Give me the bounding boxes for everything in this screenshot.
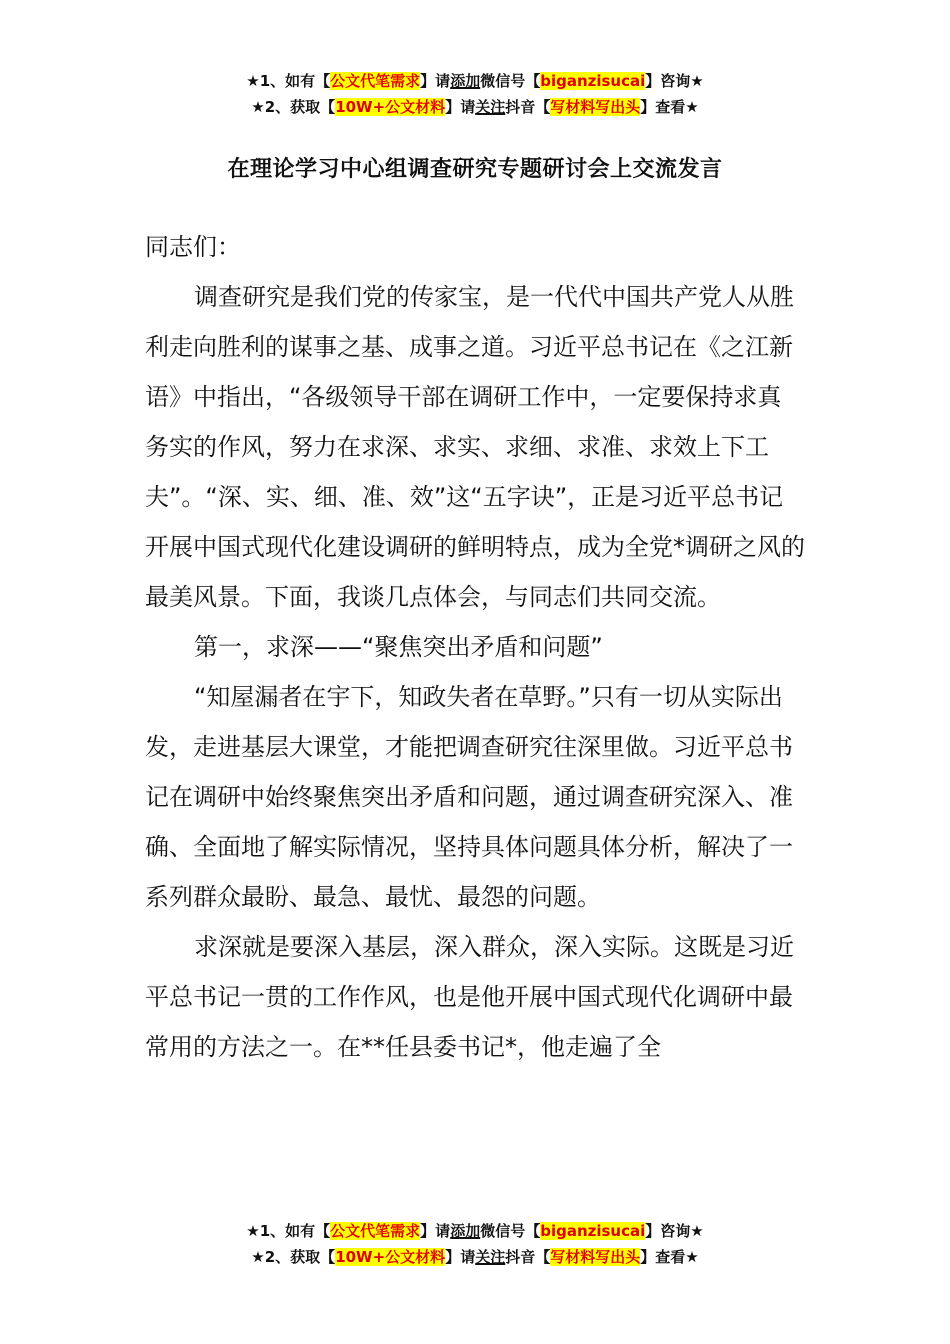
banner-line-2 (0, 94, 950, 120)
banner-text: 】请 (445, 1248, 476, 1266)
salutation: 同志们： (145, 233, 241, 261)
banner-text: 】咨询★ (645, 1222, 704, 1240)
banner-line-1 (0, 1218, 950, 1244)
banner-text: 微信号【 (480, 1222, 541, 1240)
banner-underlined: 添加 (450, 72, 481, 90)
paragraph: “知屋漏者在宇下，知政失者在草野。”只有一切从实际出发，走进基层大课堂，才能把调查研究往深里做。习近平总书记在调研中始终聚焦突出矛盾和问题，通过调查研究深入、准确、全面地了解实际情况，坚持具体问题具体分析，解决了一系列群众最盼、最急、最忧、最怨的问题。 (145, 683, 793, 911)
banner-text: 】请 (420, 1222, 451, 1240)
banner-text: 】查看★ (640, 1248, 699, 1266)
banner-line-1 (0, 68, 950, 94)
banner-text: 】请 (420, 72, 451, 90)
banner-text: ★1、如有【 (246, 72, 331, 90)
banner-underlined: 关注 (475, 98, 506, 116)
banner-text: 微信号【 (480, 72, 541, 90)
section-heading: 第一，求深——“聚焦突出矛盾和问题” (194, 633, 603, 661)
banner-text: 】请 (445, 98, 476, 116)
banner-highlight: 10W+公文材料 (335, 1248, 446, 1266)
banner-text: 】咨询★ (645, 72, 704, 90)
banner-text: ★1、如有【 (246, 1222, 331, 1240)
banner-text: ★2、获取【 (251, 98, 336, 116)
banner-text: 】查看★ (640, 98, 699, 116)
banner-text: 抖音【 (505, 98, 551, 116)
banner-highlight: biganzisucai (540, 1222, 646, 1240)
banner-highlight: 公文代笔需求 (330, 1222, 421, 1240)
banner-underlined: 关注 (475, 1248, 506, 1266)
document-title: 在理论学习中心组调查研究专题研讨会上交流发言 (227, 157, 723, 182)
banner-highlight: biganzisucai (540, 72, 646, 90)
document-body (145, 222, 805, 1072)
banner-line-2 (0, 1244, 950, 1270)
footer-banner (0, 1218, 950, 1270)
header-banner (0, 68, 950, 120)
paragraph-intro: 调查研究是我们党的传家宝，是一代代中国共产党人从胜利走向胜利的谋事之基、成事之道。习近平总书记在《之江新语》中指出，“各级领导干部在调研工作中，一定要保持求真务实的作风，努力在求深、求实、求细、求准、求效上下工夫”。“深、实、细、准、效”这“五字诀”，正是习近平总书记开展中国式现代化建设调研的鲜明特点，成为全党*调研之风的最美风景。下面，我谈几点体会，与同志们共同交流。 (145, 283, 805, 611)
banner-underlined: 添加 (450, 1222, 481, 1240)
banner-highlight: 公文代笔需求 (330, 72, 421, 90)
paragraph: 求深就是要深入基层，深入群众，深入实际。这既是习近平总书记一贯的工作作风，也是他开展中国式现代化调研中最常用的方法之一。在**任县委书记*，他走遍了全 (145, 933, 794, 1061)
banner-highlight: 写材料写出头 (550, 98, 641, 116)
banner-text: ★2、获取【 (251, 1248, 336, 1266)
banner-highlight: 10W+公文材料 (335, 98, 446, 116)
banner-highlight: 写材料写出头 (550, 1248, 641, 1266)
banner-text: 抖音【 (505, 1248, 551, 1266)
